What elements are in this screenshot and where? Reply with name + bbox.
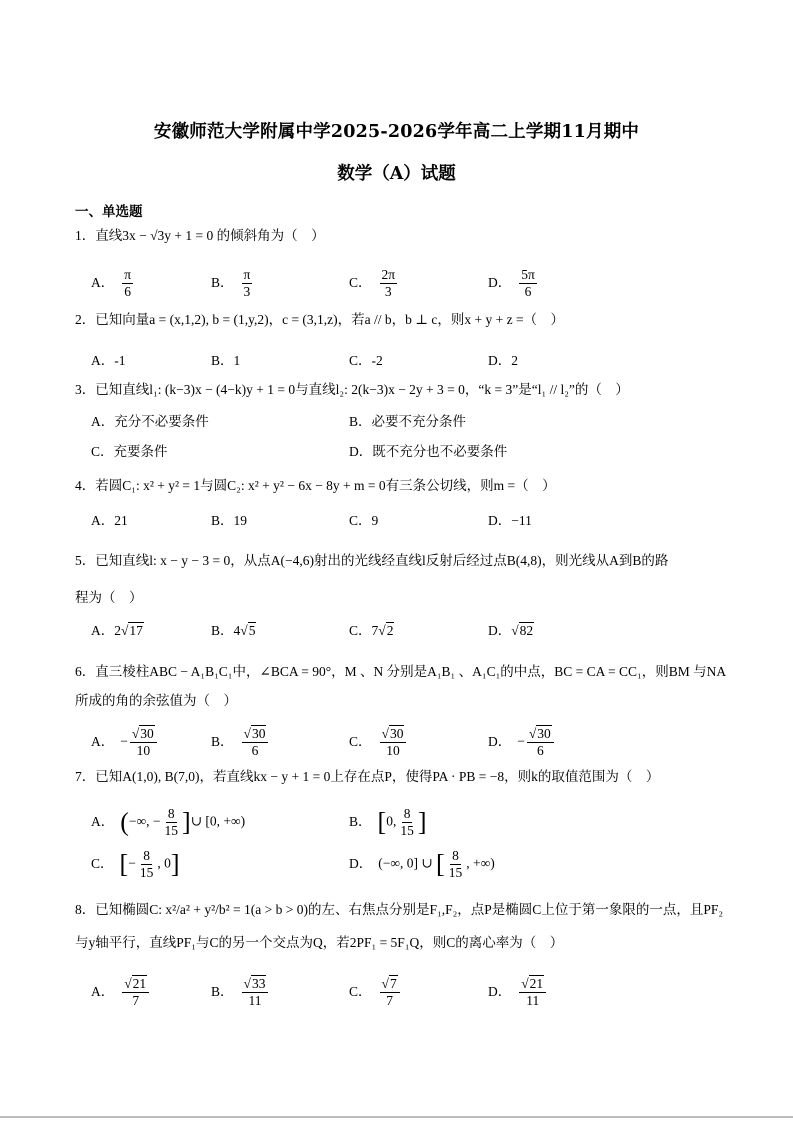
exam-subtitle: 数学（A）试题 — [337, 164, 456, 184]
q4-option-a: A．21 — [91, 513, 128, 528]
option-label: A． — [91, 983, 115, 999]
question-6-line-1: 6．直三棱柱ABC − A₁B₁C₁中，∠BCA = 90°，M 、N 分别是A₁B₁ 、A₁C₁的中点，BC = CA = CC₁，则BM 与NA — [75, 664, 727, 679]
page-bottom-rule — [0, 1116, 793, 1118]
question-6-line-2: 所成的角的余弦值为（ ） — [75, 693, 237, 708]
expression: −∞, − — [128, 813, 161, 829]
fraction-denominator: 6 — [536, 743, 544, 758]
option-label: D． — [488, 733, 512, 749]
expression: 0, — [386, 813, 397, 829]
q2-option-b: B．1 — [211, 353, 241, 368]
fraction-numerator: 5π — [521, 267, 535, 282]
option-label: B． — [349, 813, 372, 829]
radicand: 17 — [129, 623, 143, 638]
radicand: 7 — [389, 976, 397, 991]
q7-option-c: C． [− $\frac{8}{15}$ , 0] — [91, 848, 180, 880]
q4-option-b: B．19 — [211, 513, 248, 528]
fraction-denominator: 11 — [248, 993, 262, 1008]
q3-option-a: A．充分不必要条件 — [91, 414, 209, 429]
fraction-denominator: 15 — [139, 865, 154, 880]
option-label: A． — [91, 623, 115, 638]
radicand: 30 — [389, 726, 404, 741]
coefficient: 2 — [114, 623, 121, 638]
question-8-line-2: 与y轴平行，直线PF₁与C的另一个交点为Q，若2PF₁ = 5F₁Q，则C的离心率为（ ） — [75, 935, 564, 950]
option-label: C． — [349, 733, 372, 749]
q4-option-c: C．9 — [349, 513, 379, 528]
expression: − — [128, 855, 136, 871]
fraction-denominator: 15 — [448, 865, 463, 880]
q5-option-a: A．2√17 — [91, 623, 143, 638]
question-2: 2．已知向量a = (x,1,2), b = (1,y,2)，c = (3,1,z)，若a // b，b ⊥ c，则x + y + z =（ ） — [75, 312, 565, 327]
fraction-numerator: 2π — [381, 267, 396, 282]
radicand: 33 — [251, 976, 266, 991]
option-label: A． — [91, 274, 115, 290]
fraction-denominator: 6 — [124, 284, 132, 299]
exam-title: 安徽师范大学附属中学2025-2026学年高二上学期11月期中 — [153, 122, 640, 142]
q1-option-c — [349, 267, 399, 300]
q3-option-b: B．必要不充分条件 — [349, 414, 467, 429]
fraction-denominator: 3 — [384, 284, 392, 299]
fraction-numerator: π — [243, 267, 251, 282]
question-5-line-2: 程为（ ） — [75, 590, 143, 605]
radicand: 21 — [529, 976, 544, 991]
expression: (−∞, 0] ∪ — [378, 855, 437, 871]
q8-option-b: B． $\frac{√33}{11}$ — [211, 976, 270, 1009]
question-3: 3．已知直线l₁: (k−3)x − (4−k)y + 1 = 0与直线l₂: 2(k−3)x − 2y + 3 = 0，“k = 3”是“l₁ // l₂”的（ ） — [75, 382, 629, 397]
fraction-denominator: 6 — [524, 284, 532, 299]
question-5-line-1: 5．已知直线l: x − y − 3 = 0，从点A(−4,6)射出的光线经直线l反射后经过点B(4,8)，则光线从A到B的路 — [75, 553, 669, 568]
q3-option-c: C．充要条件 — [91, 444, 168, 459]
option-label: B． — [211, 623, 234, 638]
q6-option-c: C． $\frac{√30}{10}$ — [349, 726, 408, 759]
q2-option-c: C．-2 — [349, 353, 383, 368]
fraction-denominator: 11 — [526, 993, 540, 1008]
q8-option-c: C． $\frac{√7}{7}$ — [349, 976, 402, 1009]
fraction-numerator: 8 — [143, 848, 150, 863]
option-label: A． — [91, 813, 115, 829]
sign: − — [120, 733, 128, 749]
option-label: B． — [211, 983, 234, 999]
q7-option-a: A． (−∞, − $\frac{8}{15}$ ]∪ [0, +∞) — [91, 806, 246, 838]
q5-option-c: C．7√2 — [349, 623, 394, 638]
option-label: D． — [488, 983, 512, 999]
q2-option-a: A．-1 — [91, 353, 126, 368]
radicand: 30 — [537, 726, 551, 741]
option-label: B． — [211, 274, 234, 290]
option-label: C． — [91, 855, 114, 871]
question-8-line-1: 8．已知椭圆C: x²/a² + y²/b² = 1(a > b > 0)的左、右焦点分别是F₁,F₂，点P是椭圆C上位于第一象限的一点，且PF₂ — [75, 902, 724, 917]
question-7: 7．已知A(1,0), B(7,0)，若直线kx − y + 1 = 0上存在点P，使得PA · PB = −8，则k的取值范围为（ ） — [75, 769, 660, 784]
q3-option-d: D．既不充分也不必要条件 — [349, 444, 508, 459]
fraction-denominator: 15 — [400, 823, 414, 838]
q2-option-d: D．2 — [488, 353, 518, 368]
option-label: C． — [349, 274, 372, 290]
radicand: 5 — [248, 623, 256, 638]
radicand: 30 — [140, 726, 154, 741]
fraction-denominator: 10 — [136, 743, 151, 758]
option-label: D． — [349, 855, 373, 871]
q8-option-a: A． $\frac{√21}{7}$ — [91, 976, 151, 1009]
option-label: A． — [91, 733, 115, 749]
fraction-numerator: 8 — [403, 806, 411, 821]
radicand: 30 — [251, 726, 266, 741]
q1-option-b — [211, 267, 254, 300]
question-4: 4．若圆C₁: x² + y² = 1与圆C₂: x² + y² − 6x − 8y + m = 0有三条公切线，则m =（ ） — [75, 478, 556, 493]
q4-option-d: D．−11 — [488, 513, 532, 528]
expression: , 0 — [157, 855, 171, 871]
expression: , +∞) — [466, 855, 495, 871]
fraction-denominator: 7 — [386, 993, 393, 1008]
fraction-numerator: π — [124, 267, 132, 282]
option-label: C． — [349, 983, 372, 999]
section-heading: 一、单选题 — [75, 204, 143, 220]
coefficient: 7 — [371, 623, 379, 638]
expression: ∪ [0, +∞) — [190, 813, 246, 829]
q7-option-d: D． (−∞, 0] ∪ [ $\frac{8}{15}$ , +∞) — [349, 848, 495, 880]
q7-option-b: B． [0, $\frac{8}{15}$ ] — [349, 806, 427, 838]
fraction-numerator: 8 — [452, 848, 459, 863]
fraction-denominator: 6 — [251, 743, 259, 758]
q6-option-a: A． − $\frac{√30}{10}$ — [91, 726, 159, 759]
q5-option-b: B．4√5 — [211, 623, 256, 638]
fraction-denominator: 3 — [243, 284, 251, 299]
option-label: D． — [488, 623, 512, 638]
radicand: 2 — [386, 623, 394, 638]
option-label: B． — [211, 733, 234, 749]
option-label: D． — [488, 274, 512, 290]
option-label: C． — [349, 623, 372, 638]
q6-option-b: B． $\frac{√30}{6}$ — [211, 726, 270, 759]
q8-option-d: D． $\frac{√21}{11}$ — [488, 976, 548, 1009]
q6-option-d: D． − $\frac{√30}{6}$ — [488, 726, 556, 759]
fraction-numerator: 8 — [167, 806, 175, 821]
fraction-denominator: 10 — [386, 743, 400, 758]
fraction-denominator: 7 — [132, 993, 140, 1008]
fraction-denominator: 15 — [164, 823, 179, 838]
coefficient: 4 — [233, 623, 241, 638]
sign: − — [517, 733, 525, 749]
q5-option-d: D．√82 — [488, 623, 534, 638]
q1-option-a — [91, 267, 135, 300]
q1-option-d — [488, 267, 539, 300]
radicand: 82 — [519, 623, 534, 638]
question-1: 1．直线3x − √3y + 1 = 0 的倾斜角为（ ） — [75, 228, 325, 243]
radicand: 21 — [132, 976, 147, 991]
